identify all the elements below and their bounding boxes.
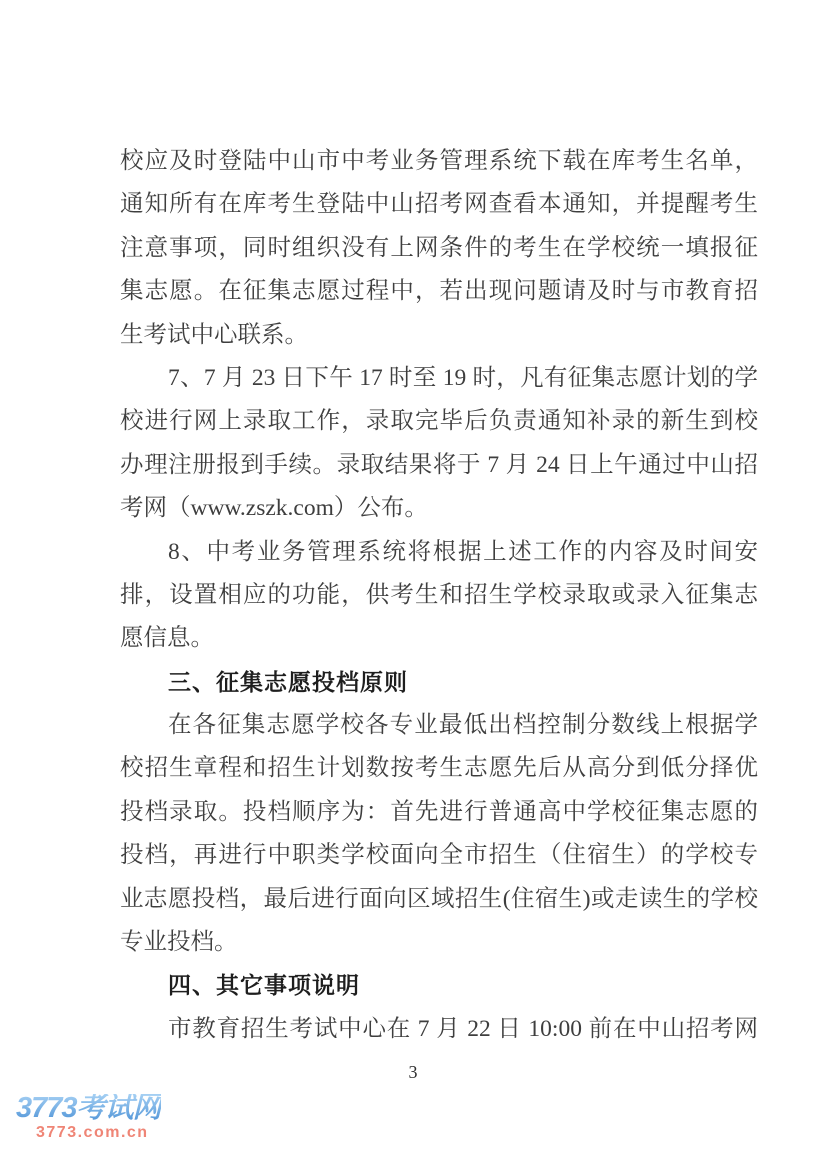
text-line: 集志愿。在征集志愿过程中，若出现问题请及时与市教育招 <box>120 278 758 305</box>
text-line: 校进行网上录取工作，录取完毕后负责通知补录的新生到校 <box>120 408 758 435</box>
text-line: 8、中考业务管理系统将根据上述工作的内容及时间安 <box>168 538 758 565</box>
page-number: 3 <box>408 1062 418 1082</box>
document-body <box>120 140 758 1051</box>
text-line: 办理注册报到手续。录取结果将于 7 月 24 日上午通过中山招 <box>120 451 758 478</box>
text-line: 注意事项，同时组织没有上网条件的考生在学校统一填报征 <box>120 234 758 261</box>
text-line: 通知所有在库考生登陆中山招考网查看本通知，并提醒考生 <box>120 191 758 218</box>
text-line: 投档，再进行中职类学校面向全市招生（住宿生）的学校专 <box>120 842 758 869</box>
text-line: 校应及时登陆中山市中考业务管理系统下载在库考生名单， <box>120 148 758 174</box>
text-line: 市教育招生考试中心在 7 月 22 日 10:00 前在中山招考网 <box>168 1015 758 1042</box>
watermark-logo <box>16 1094 161 1141</box>
text-line: 生考试中心联系。 <box>120 321 308 348</box>
text-line: 排，设置相应的功能，供考生和招生学校录取或录入征集志 <box>120 581 758 608</box>
text-line: 业志愿投档，最后进行面向区域招生(住宿生)或走读生的学校 <box>120 885 758 912</box>
text-line: 愿信息。 <box>120 625 214 652</box>
text-line: 专业投档。 <box>120 929 238 956</box>
text-line: 在各征集志愿学校各专业最低出档控制分数线上根据学 <box>168 712 758 739</box>
watermark-domain: 3773.com.cn <box>36 1124 149 1141</box>
text-line: 考网（www.zszk.com）公布。 <box>120 495 428 522</box>
section-heading: 四、其它事项说明 <box>168 972 360 999</box>
section-heading: 三、征集志愿投档原则 <box>168 668 408 695</box>
text-line: 7、7 月 23 日下午 17 时至 19 时，凡有征集志愿计划的学 <box>168 364 758 391</box>
text-line: 校招生章程和招生计划数按考生志愿先后从高分到低分择优 <box>120 755 758 782</box>
text-line: 投档录取。投档顺序为：首先进行普通高中学校征集志愿的 <box>120 798 758 825</box>
watermark-site-name: 3773考试网 <box>16 1092 161 1124</box>
